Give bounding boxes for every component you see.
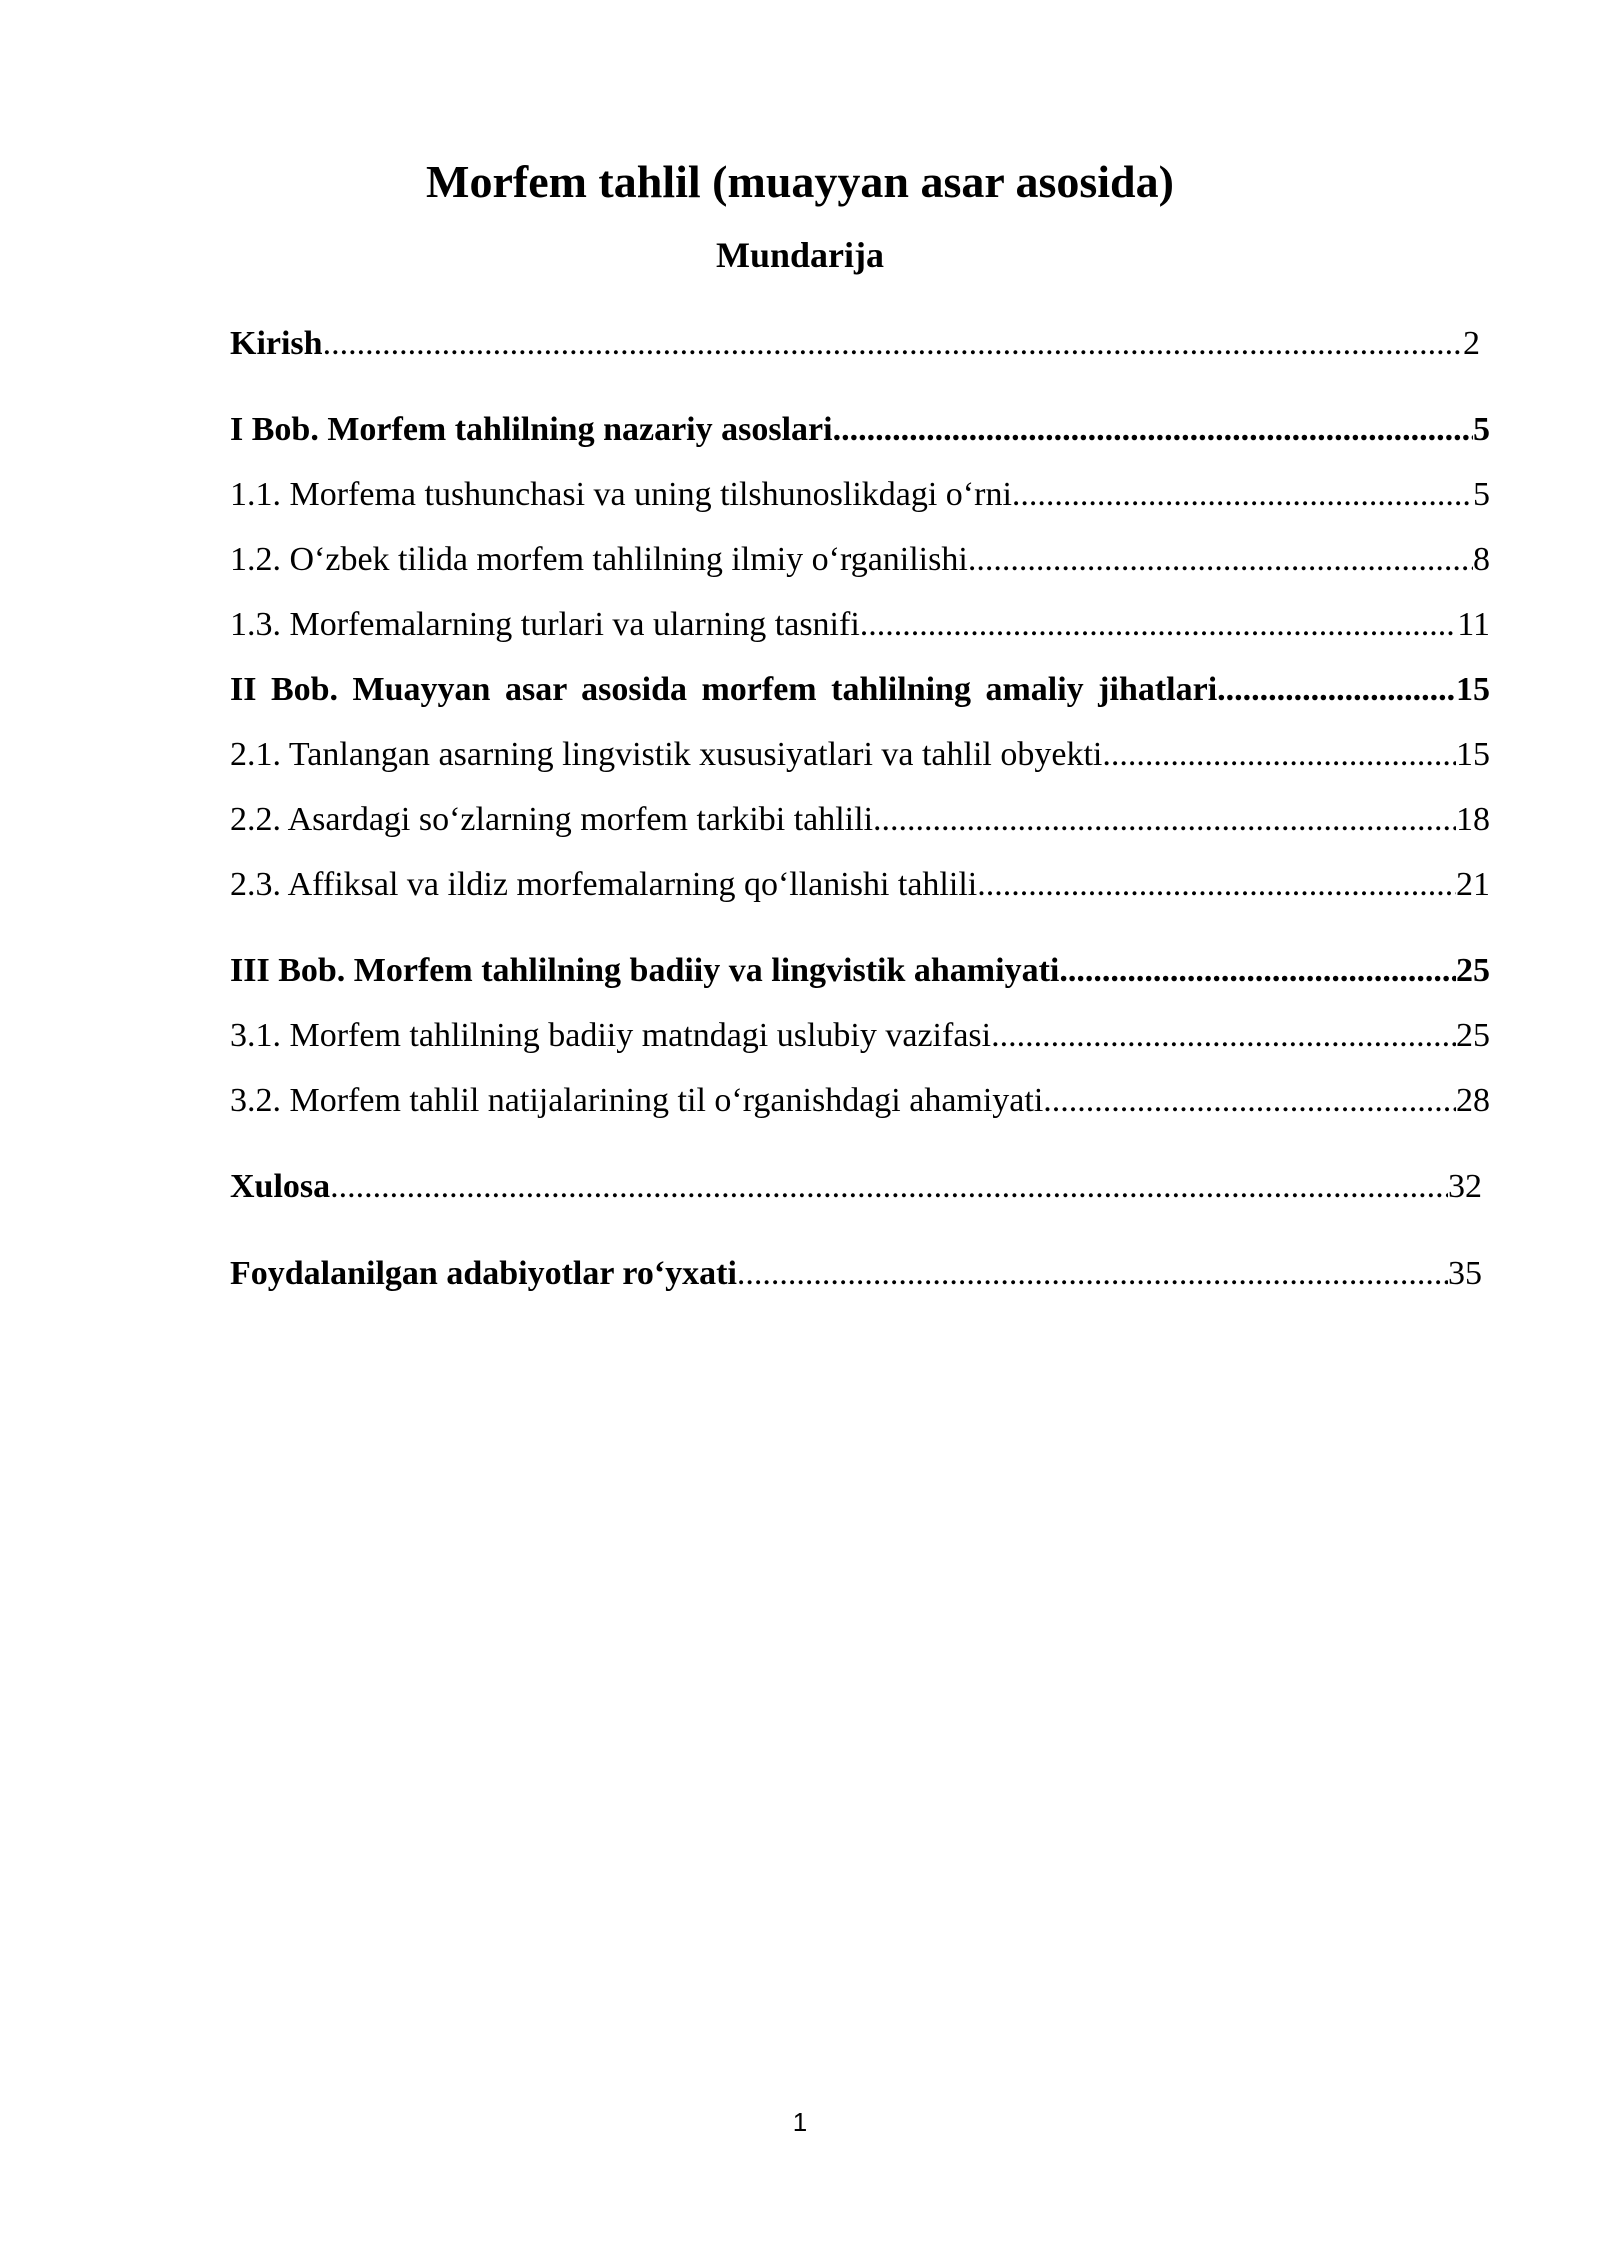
- toc-entry-page: 28: [1456, 1082, 1490, 1119]
- toc-entry-label: III Bob. Morfem tahlilning badiiy va lingvistik ahamiyati: [230, 952, 1060, 989]
- toc-entry-page: 32: [1448, 1168, 1482, 1205]
- toc-entry-adabiyotlar[interactable]: [230, 1252, 1482, 1296]
- toc-entry-2-2[interactable]: [230, 798, 1490, 842]
- toc-entry-label: Kirish: [230, 325, 323, 362]
- toc-entry-3-2[interactable]: [230, 1079, 1490, 1123]
- toc-leader: [323, 322, 1463, 366]
- toc-leader: [873, 798, 1456, 842]
- toc-entry-chapter-3[interactable]: [230, 949, 1490, 993]
- toc-entry-xulosa[interactable]: [230, 1165, 1482, 1209]
- toc-leader: [737, 1252, 1448, 1296]
- toc-entry-label: 1.2. O‘zbek tilida morfem tahlilning ilmiy o‘rganilishi: [230, 541, 968, 578]
- toc-leader: [991, 1014, 1456, 1058]
- toc-entry-label: 3.1. Morfem tahlilning badiiy matndagi uslubiy vazifasi: [230, 1017, 992, 1054]
- toc-entry-1-2[interactable]: [230, 538, 1490, 582]
- toc-entry-2-1[interactable]: [230, 733, 1490, 777]
- toc-entry-page: 11: [1457, 606, 1490, 643]
- toc-leader: [860, 603, 1457, 647]
- toc-entry-page: 25: [1456, 1017, 1490, 1054]
- toc-entry-page: 21: [1456, 866, 1490, 903]
- toc-heading: Mundarija: [715, 235, 884, 275]
- page-number: 1: [792, 2107, 808, 2137]
- toc-entry-chapter-1[interactable]: [230, 408, 1490, 452]
- toc-leader: [968, 538, 1473, 582]
- toc-entry-page: 15: [1456, 671, 1490, 708]
- toc-entry-3-1[interactable]: [230, 1014, 1490, 1058]
- toc-entry-label: 2.3. Affiksal va ildiz morfemalarning qo‘llanishi tahlili: [230, 866, 978, 903]
- toc-entry-label: 1.1. Morfema tushunchasi va uning tilshunoslikdagi o‘rni: [230, 476, 1012, 513]
- toc-entry-label: Xulosa: [230, 1168, 331, 1205]
- toc-leader: [1012, 473, 1473, 517]
- toc-entry-page: 25: [1456, 952, 1490, 989]
- toc-entry-label: II Bob. Muayyan asar asosida morfem tahlilning amaliy jihatlari: [230, 671, 1218, 708]
- toc-leader: [833, 408, 1473, 452]
- toc-entry-label: Foydalanilgan adabiyotlar ro‘yxati: [230, 1255, 737, 1292]
- toc-entry-page: 35: [1448, 1255, 1482, 1292]
- toc-leader: [1102, 733, 1456, 777]
- toc-entry-kirish[interactable]: [230, 322, 1480, 366]
- toc-entry-label: 2.1. Tanlangan asarning lingvistik xususiyatlari va tahlil obyekti: [230, 736, 1103, 773]
- toc-entry-1-1[interactable]: [230, 473, 1490, 517]
- toc-entry-label: I Bob. Morfem tahlilning nazariy asoslari: [230, 411, 833, 448]
- toc-entry-page: 5: [1473, 476, 1490, 513]
- toc-entry-label: 2.2. Asardagi so‘zlarning morfem tarkibi tahlili: [230, 801, 874, 838]
- toc-entry-page: 5: [1473, 411, 1490, 448]
- toc-leader: [330, 1165, 1448, 1209]
- toc-entry-page: 15: [1456, 736, 1490, 773]
- toc-entry-2-3[interactable]: [230, 863, 1490, 907]
- toc-leader: [1217, 668, 1456, 712]
- toc-entry-page: 18: [1456, 801, 1490, 838]
- toc-leader: [1059, 949, 1456, 993]
- toc-entry-chapter-2[interactable]: [230, 668, 1490, 712]
- toc-leader: [1043, 1079, 1456, 1123]
- toc-entry-label: 1.3. Morfemalarning turlari va ularning tasnifi: [230, 606, 860, 643]
- toc-entry-1-3[interactable]: [230, 603, 1490, 647]
- toc-entry-page: 8: [1473, 541, 1490, 578]
- toc-entry-label: 3.2. Morfem tahlil natijalarining til o‘rganishdagi ahamiyati: [230, 1082, 1044, 1119]
- toc-entry-page: 2: [1463, 325, 1480, 362]
- document-title: Morfem tahlil (muayyan asar asosida): [426, 156, 1174, 207]
- toc-leader: [977, 863, 1456, 907]
